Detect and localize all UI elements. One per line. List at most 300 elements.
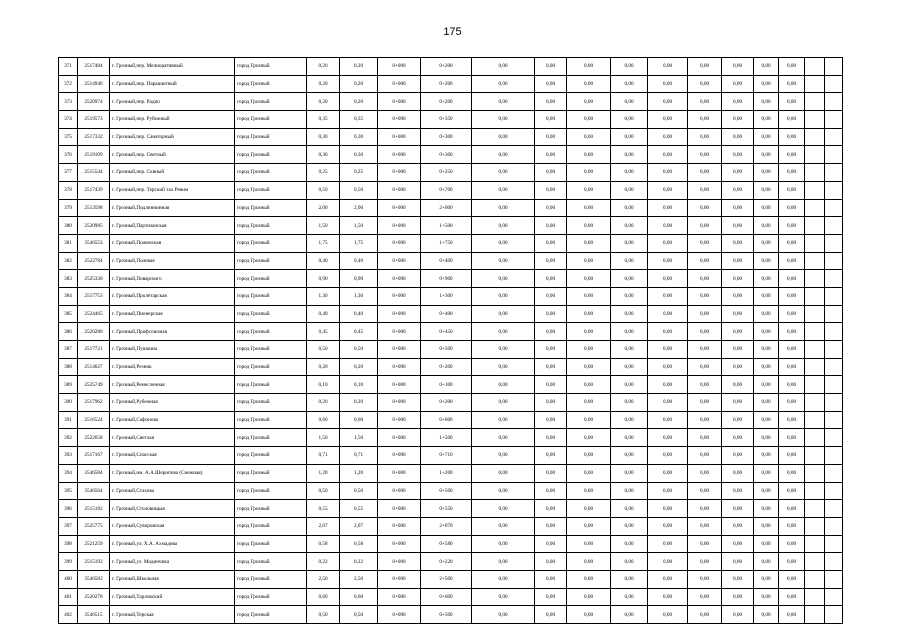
table-cell: город Грозный: [235, 553, 307, 571]
table-cell: 0,00: [648, 146, 688, 164]
table-cell: 0+200: [421, 75, 472, 93]
table-cell: 399: [59, 553, 78, 571]
table-row: [59, 252, 843, 270]
table-cell: 0+200: [421, 394, 472, 412]
table-cell: 3546584: [78, 464, 110, 482]
table-cell: 0,00: [688, 58, 722, 76]
table-cell: г. Грозный,Школьная: [110, 570, 235, 588]
table-cell: 0,71: [340, 447, 378, 465]
table-cell: 0,00: [648, 217, 688, 235]
table-cell: 0,00: [648, 429, 688, 447]
table-cell: 0,00: [611, 128, 648, 146]
table-cell: 2520280: [78, 323, 110, 341]
table-cell: 0,50: [307, 482, 340, 500]
table-cell: 1,20: [307, 464, 340, 482]
table-cell: 2520278: [78, 588, 110, 606]
table-cell: 0,00: [779, 570, 805, 588]
table-cell: [805, 146, 825, 164]
table-cell: 0,00: [722, 570, 754, 588]
table-cell: 0+000: [378, 482, 421, 500]
table-cell: 0,00: [535, 199, 567, 217]
table-cell: 2513598: [78, 199, 110, 217]
table-cell: 0+200: [421, 93, 472, 111]
table-cell: 0,00: [567, 234, 611, 252]
table-cell: 0,00: [779, 341, 805, 359]
table-cell: 0+400: [421, 305, 472, 323]
table-cell: 0,00: [779, 252, 805, 270]
table-cell: 0,50: [307, 606, 340, 624]
table-cell: 0,00: [611, 270, 648, 288]
table-cell: 0,30: [307, 146, 340, 164]
table-cell: 0+000: [378, 217, 421, 235]
table-cell: 0,00: [688, 517, 722, 535]
table-row: [59, 270, 843, 288]
table-cell: 389: [59, 376, 78, 394]
table-cell: 0,00: [722, 270, 754, 288]
table-cell: город Грозный: [235, 570, 307, 588]
table-cell: 0,00: [722, 58, 754, 76]
table-cell: 2,50: [307, 570, 340, 588]
table-cell: г. Грозный,ул. Х.А. Ахмадова: [110, 535, 235, 553]
table-cell: [825, 535, 843, 553]
table-cell: 0,00: [535, 93, 567, 111]
table-cell: 0,00: [648, 111, 688, 129]
table-cell: [805, 199, 825, 217]
table-cell: 0,00: [779, 217, 805, 235]
table-cell: 0,00: [688, 570, 722, 588]
table-cell: 0+710: [421, 447, 472, 465]
table-cell: 0+000: [378, 252, 421, 270]
table-cell: 0,00: [648, 181, 688, 199]
table-cell: 0,71: [307, 447, 340, 465]
table-cell: город Грозный: [235, 181, 307, 199]
table-cell: 0,45: [340, 323, 378, 341]
table-cell: 0,00: [611, 252, 648, 270]
table-cell: 0,00: [567, 305, 611, 323]
table-cell: 0,00: [535, 252, 567, 270]
table-cell: 392: [59, 429, 78, 447]
table-cell: 0,00: [535, 411, 567, 429]
table-cell: 0,00: [611, 111, 648, 129]
table-cell: 0,00: [535, 358, 567, 376]
table-cell: 2519109: [78, 146, 110, 164]
table-cell: 0+000: [378, 500, 421, 518]
table-cell: [805, 606, 825, 624]
table-cell: 0,00: [472, 199, 535, 217]
table-cell: 0,00: [611, 447, 648, 465]
table-row: [59, 606, 843, 624]
table-cell: 0,00: [722, 500, 754, 518]
table-cell: 0,60: [307, 588, 340, 606]
table-cell: 0,40: [307, 305, 340, 323]
table-cell: 0,00: [472, 93, 535, 111]
table-cell: [825, 500, 843, 518]
table-row: [59, 394, 843, 412]
table-cell: 2+000: [421, 199, 472, 217]
table-cell: 0,00: [688, 270, 722, 288]
table-cell: 0,00: [648, 376, 688, 394]
table-cell: 0,50: [340, 341, 378, 359]
table-cell: 2525775: [78, 517, 110, 535]
table-cell: 0,00: [754, 58, 779, 76]
table-cell: 3546553: [78, 234, 110, 252]
table-cell: 0,00: [754, 482, 779, 500]
table-row: [59, 588, 843, 606]
table-cell: 0,00: [472, 570, 535, 588]
table-cell: 0,00: [535, 588, 567, 606]
table-cell: город Грозный: [235, 606, 307, 624]
table-cell: город Грозный: [235, 128, 307, 146]
table-cell: 0,00: [754, 75, 779, 93]
table-cell: 0,00: [567, 341, 611, 359]
table-cell: город Грозный: [235, 358, 307, 376]
table-cell: 0,00: [722, 128, 754, 146]
table-cell: 0,00: [567, 217, 611, 235]
table-cell: 382: [59, 252, 78, 270]
table-cell: 2515544: [78, 164, 110, 182]
table-cell: 2514940: [78, 75, 110, 93]
road-registry-table: [58, 57, 843, 624]
table-cell: 2,07: [340, 517, 378, 535]
table-cell: 0,00: [472, 358, 535, 376]
table-cell: 0,00: [722, 146, 754, 164]
table-cell: 2522784: [78, 252, 110, 270]
table-cell: г. Грозный,пер. Мелиоративный: [110, 58, 235, 76]
table-cell: 0,00: [535, 305, 567, 323]
table-cell: 0,00: [754, 341, 779, 359]
table-cell: 0,00: [535, 376, 567, 394]
table-cell: г. Грозный,Партизанская: [110, 217, 235, 235]
table-cell: 0,00: [472, 75, 535, 93]
table-cell: город Грозный: [235, 482, 307, 500]
table-cell: 0,00: [754, 570, 779, 588]
table-cell: 2517721: [78, 341, 110, 359]
table-cell: 2517332: [78, 128, 110, 146]
table-cell: 0+000: [378, 75, 421, 93]
table-cell: [805, 482, 825, 500]
table-cell: 386: [59, 323, 78, 341]
table-cell: 0,00: [688, 75, 722, 93]
table-cell: 0,00: [535, 75, 567, 93]
table-cell: [805, 429, 825, 447]
table-cell: 0,00: [567, 128, 611, 146]
table-cell: 0+000: [378, 517, 421, 535]
table-cell: [825, 270, 843, 288]
table-cell: 0,00: [722, 164, 754, 182]
table-cell: 0,00: [779, 164, 805, 182]
page-number: 175: [443, 26, 462, 38]
table-cell: 0,00: [688, 500, 722, 518]
table-cell: 0,00: [722, 358, 754, 376]
table-cell: 0,00: [567, 58, 611, 76]
table-cell: 0,00: [779, 234, 805, 252]
table-cell: 0,00: [611, 217, 648, 235]
table-cell: 0+580: [421, 535, 472, 553]
table-cell: 0,00: [722, 429, 754, 447]
table-cell: 0,00: [648, 75, 688, 93]
table-cell: 2520985: [78, 217, 110, 235]
table-cell: 0,90: [340, 270, 378, 288]
table-cell: 0,00: [779, 323, 805, 341]
table-cell: 0,00: [779, 553, 805, 571]
table-cell: город Грозный: [235, 447, 307, 465]
table-cell: 0,00: [754, 287, 779, 305]
table-cell: 1,50: [340, 429, 378, 447]
table-cell: 0,40: [340, 252, 378, 270]
table-row: [59, 234, 843, 252]
table-cell: 0+000: [378, 535, 421, 553]
table-cell: город Грозный: [235, 234, 307, 252]
table-cell: 401: [59, 588, 78, 606]
table-cell: 2517753: [78, 287, 110, 305]
table-cell: 373: [59, 93, 78, 111]
table-cell: 0,00: [779, 146, 805, 164]
table-cell: 0,00: [611, 500, 648, 518]
table-cell: 0,25: [340, 164, 378, 182]
table-cell: 2516524: [78, 411, 110, 429]
table-cell: 0,00: [535, 500, 567, 518]
table-cell: 0,00: [535, 535, 567, 553]
table-cell: 0,00: [754, 358, 779, 376]
table-cell: 0+000: [378, 146, 421, 164]
table-cell: 0+450: [421, 323, 472, 341]
table-cell: г. Грозный,Спасская: [110, 447, 235, 465]
table-cell: 0,00: [779, 181, 805, 199]
table-cell: 0,00: [567, 75, 611, 93]
table-cell: 0,00: [611, 553, 648, 571]
table-cell: 0,00: [472, 376, 535, 394]
table-cell: 0,00: [648, 482, 688, 500]
table-cell: город Грозный: [235, 75, 307, 93]
table-cell: 0,00: [611, 287, 648, 305]
table-cell: 0,00: [648, 287, 688, 305]
table-cell: 0,10: [307, 376, 340, 394]
table-cell: 0,00: [567, 588, 611, 606]
table-cell: 0,10: [340, 376, 378, 394]
table-cell: 0,00: [688, 482, 722, 500]
table-cell: 0,00: [648, 93, 688, 111]
table-cell: 394: [59, 464, 78, 482]
table-cell: 0,00: [472, 394, 535, 412]
table-cell: 0,00: [779, 606, 805, 624]
table-cell: 0+000: [378, 323, 421, 341]
table-cell: г. Грозный,Пионерская: [110, 305, 235, 323]
table-cell: г. Грозный,пер. Радио: [110, 93, 235, 111]
table-cell: [805, 553, 825, 571]
table-cell: 0,00: [611, 606, 648, 624]
table-cell: г. Грозный,Сафонова: [110, 411, 235, 429]
table-cell: 0,00: [779, 376, 805, 394]
table-cell: 0,00: [611, 482, 648, 500]
table-cell: 0,00: [472, 447, 535, 465]
table-cell: 0,00: [472, 341, 535, 359]
table-cell: 0,00: [611, 464, 648, 482]
table-cell: 0,30: [307, 128, 340, 146]
table-cell: 0,00: [567, 164, 611, 182]
table-cell: 0,58: [307, 535, 340, 553]
table-cell: 379: [59, 199, 78, 217]
table-cell: [805, 447, 825, 465]
table-cell: 0,00: [779, 394, 805, 412]
table-cell: 0,00: [688, 588, 722, 606]
table-row: [59, 323, 843, 341]
table-cell: 0,00: [611, 181, 648, 199]
table-cell: 1,50: [340, 217, 378, 235]
table-cell: [825, 128, 843, 146]
table-cell: г. Грозный,пер. Рубежный: [110, 111, 235, 129]
table-cell: 0,00: [754, 447, 779, 465]
table-cell: 0,00: [779, 93, 805, 111]
table-cell: 0+500: [421, 606, 472, 624]
table-cell: 0,00: [567, 270, 611, 288]
table-cell: 400: [59, 570, 78, 588]
table-cell: 0,00: [611, 58, 648, 76]
table-cell: 0,00: [722, 411, 754, 429]
table-cell: 0,00: [472, 287, 535, 305]
table-row: [59, 128, 843, 146]
table-cell: 0,00: [648, 464, 688, 482]
table-cell: [805, 252, 825, 270]
table-cell: 0,00: [779, 482, 805, 500]
table-cell: 0,55: [340, 500, 378, 518]
table-cell: 0,00: [688, 553, 722, 571]
table-cell: 0+000: [378, 606, 421, 624]
table-cell: 0,00: [754, 111, 779, 129]
table-cell: 0,00: [535, 234, 567, 252]
table-cell: [825, 341, 843, 359]
table-cell: 0,00: [567, 252, 611, 270]
table-cell: [825, 429, 843, 447]
table-cell: 0,00: [567, 500, 611, 518]
table-cell: г. Грозный,Стахова: [110, 482, 235, 500]
table-cell: [825, 217, 843, 235]
table-cell: 0,00: [754, 234, 779, 252]
table-cell: г. Грозный,пер. Терский тах Ревим: [110, 181, 235, 199]
table-cell: [825, 93, 843, 111]
table-cell: 2525749: [78, 376, 110, 394]
table-cell: [825, 411, 843, 429]
table-cell: 0,00: [779, 588, 805, 606]
table-cell: [825, 394, 843, 412]
table-cell: [825, 146, 843, 164]
table-cell: [805, 93, 825, 111]
table-cell: [825, 252, 843, 270]
table-cell: [805, 58, 825, 76]
table-cell: 0,00: [611, 394, 648, 412]
table-cell: 395: [59, 482, 78, 500]
table-cell: г. Грозный,им. А.А.Шерипова (Снежная): [110, 464, 235, 482]
table-cell: 0,00: [648, 517, 688, 535]
table-cell: 0,00: [722, 482, 754, 500]
table-cell: 0,00: [567, 464, 611, 482]
table-cell: 0,00: [567, 411, 611, 429]
table-cell: 0,00: [688, 164, 722, 182]
table-cell: город Грозный: [235, 341, 307, 359]
table-cell: 0+000: [378, 429, 421, 447]
table-cell: 0,22: [307, 553, 340, 571]
table-cell: 391: [59, 411, 78, 429]
table-cell: 0,00: [472, 411, 535, 429]
table-cell: 0,00: [722, 75, 754, 93]
table-cell: 0,00: [754, 429, 779, 447]
table-row: [59, 500, 843, 518]
table-cell: 0,00: [472, 588, 535, 606]
table-cell: 0,00: [648, 305, 688, 323]
table-cell: 0,00: [648, 341, 688, 359]
table-cell: 0,00: [567, 358, 611, 376]
table-cell: 0,00: [722, 305, 754, 323]
table-cell: 0,00: [722, 217, 754, 235]
table-cell: 0,00: [722, 517, 754, 535]
table-cell: 0,00: [535, 323, 567, 341]
table-cell: 0,00: [754, 553, 779, 571]
table-cell: 0,00: [567, 517, 611, 535]
table-cell: 2521259: [78, 535, 110, 553]
table-cell: 0,00: [611, 570, 648, 588]
table-cell: город Грозный: [235, 429, 307, 447]
table-cell: 1+200: [421, 464, 472, 482]
table-cell: 0,00: [567, 181, 611, 199]
table-cell: 0,00: [648, 535, 688, 553]
table-cell: 3546564: [78, 482, 110, 500]
table-cell: 0,00: [779, 75, 805, 93]
table-row: [59, 358, 843, 376]
table-cell: 0,00: [535, 341, 567, 359]
table-cell: 0,00: [535, 111, 567, 129]
table-cell: [805, 234, 825, 252]
table-cell: 0,00: [688, 447, 722, 465]
table-cell: 0,40: [340, 305, 378, 323]
table-cell: 0,00: [779, 111, 805, 129]
table-cell: 0,00: [611, 535, 648, 553]
table-cell: [825, 606, 843, 624]
table-cell: 374: [59, 111, 78, 129]
table-cell: 1,30: [340, 287, 378, 305]
table-cell: 0,00: [648, 199, 688, 217]
table-cell: город Грозный: [235, 588, 307, 606]
table-cell: 0+300: [421, 146, 472, 164]
table-cell: 0,00: [688, 411, 722, 429]
table-cell: [825, 323, 843, 341]
table-cell: 0,00: [611, 146, 648, 164]
table-cell: 0,00: [648, 500, 688, 518]
table-cell: 0,00: [648, 358, 688, 376]
table-cell: 0+200: [421, 58, 472, 76]
table-cell: 0+300: [421, 128, 472, 146]
table-cell: 0,00: [688, 341, 722, 359]
table-cell: 0,00: [688, 181, 722, 199]
table-cell: 2517439: [78, 181, 110, 199]
table-row: [59, 217, 843, 235]
table-cell: 0,00: [535, 482, 567, 500]
table-cell: город Грозный: [235, 93, 307, 111]
table-cell: 0,00: [567, 535, 611, 553]
table-cell: г. Грозный,ул. Модинчика: [110, 553, 235, 571]
table-row: [59, 287, 843, 305]
table-cell: 380: [59, 217, 78, 235]
table-cell: 0,35: [340, 111, 378, 129]
table-cell: г. Грозный,Светлая: [110, 429, 235, 447]
table-cell: г. Грозный,Поварского: [110, 270, 235, 288]
table-cell: 0,00: [567, 447, 611, 465]
table-cell: 0,00: [754, 535, 779, 553]
table-cell: 0,20: [340, 358, 378, 376]
table-cell: 2,50: [340, 570, 378, 588]
table-cell: 0,50: [340, 482, 378, 500]
table-cell: 0+100: [421, 376, 472, 394]
table-cell: [825, 75, 843, 93]
table-cell: 396: [59, 500, 78, 518]
